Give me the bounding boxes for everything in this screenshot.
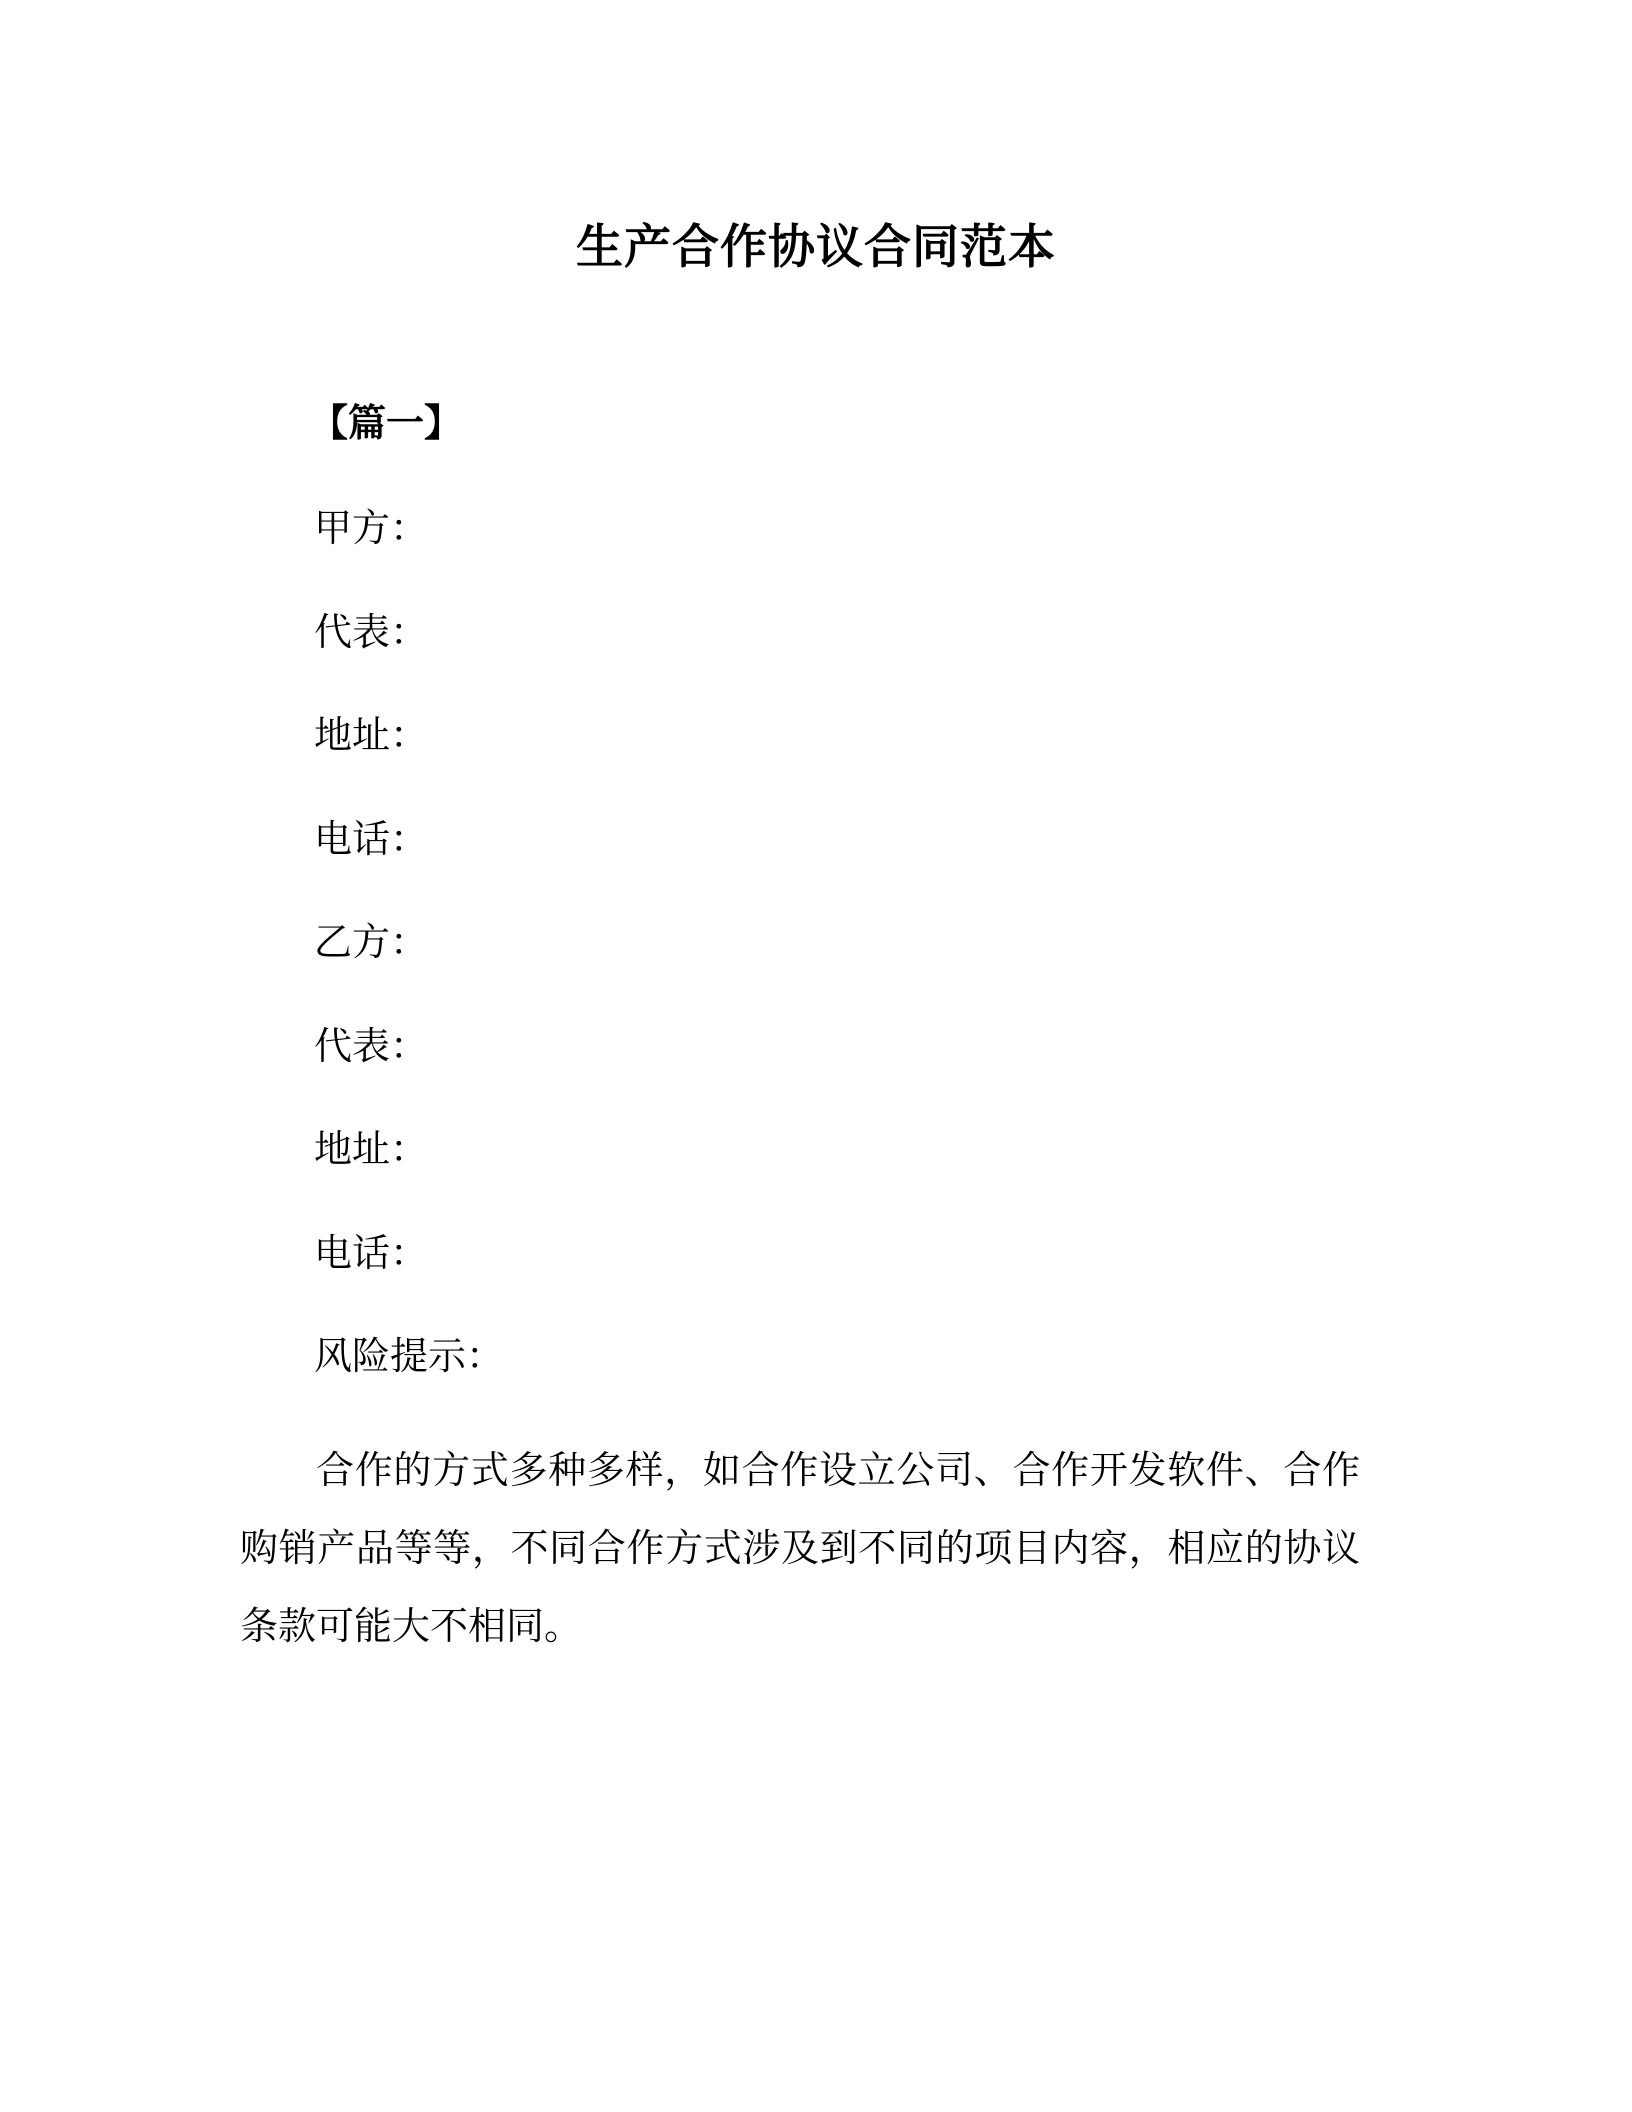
risk-notice-label: 风险提示： bbox=[314, 1334, 505, 1378]
section-heading: 【篇一】 bbox=[310, 401, 463, 445]
party-a-representative-label: 代表： bbox=[314, 610, 429, 654]
party-a-phone-label: 电话： bbox=[314, 817, 429, 861]
risk-notice-paragraph: 合作的方式多种多样，如合作设立公司、合作开发软件、合作购销产品等等，不同合作方式涉及到不同的项目内容，相应的协议条款可能大不相同。 bbox=[240, 1448, 1360, 1648]
party-b-phone-label: 电话： bbox=[314, 1231, 429, 1275]
document-title: 生产合作协议合同范本 bbox=[576, 220, 1056, 275]
party-b-address-label: 地址： bbox=[314, 1127, 429, 1171]
party-a-address-label: 地址： bbox=[314, 713, 429, 757]
party-a-label: 甲方： bbox=[314, 506, 429, 550]
party-b-representative-label: 代表： bbox=[314, 1024, 429, 1068]
party-b-label: 乙方： bbox=[314, 920, 429, 964]
